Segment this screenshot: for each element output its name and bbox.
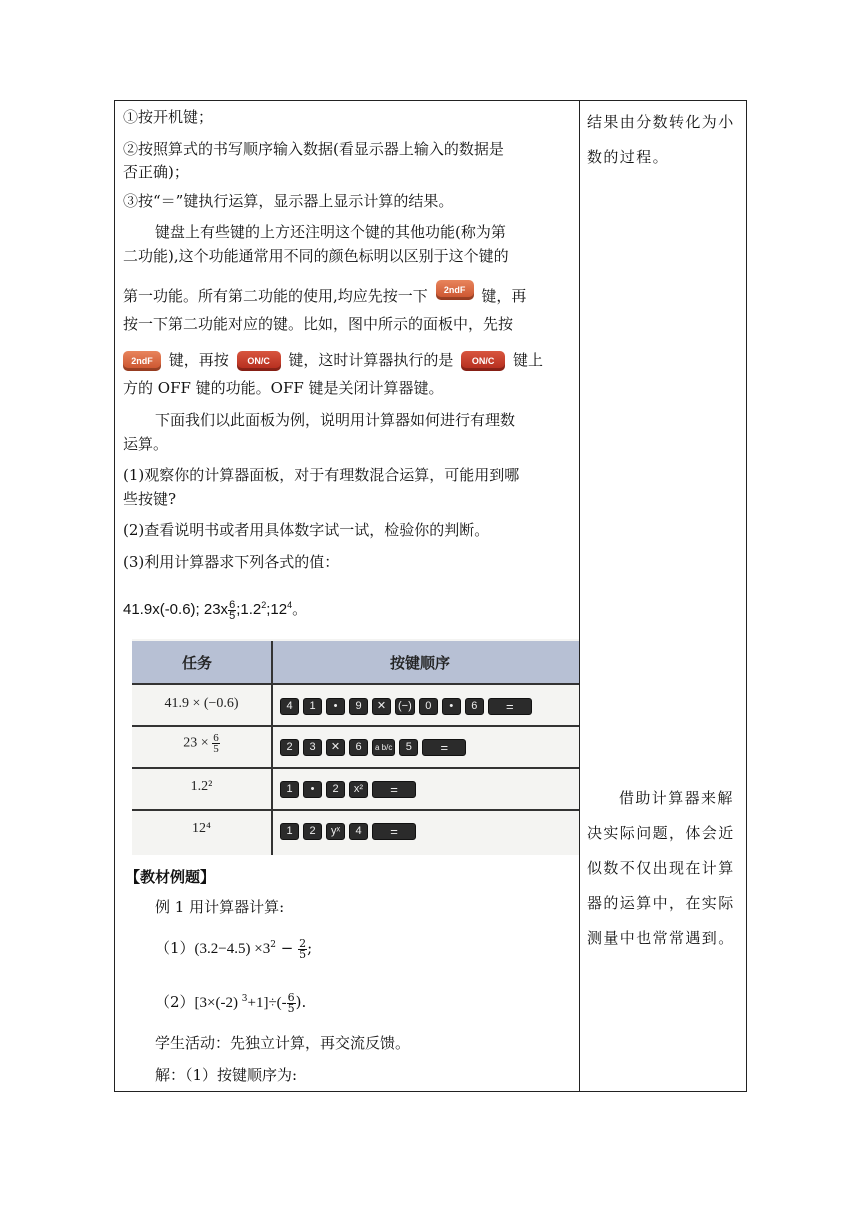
keys-row-2	[280, 736, 466, 758]
expr-2-body: [3×(-2)	[194, 995, 242, 1011]
calc-key: ✕	[326, 739, 345, 756]
key-2ndf-icon: 2ndF	[123, 351, 161, 371]
document-table	[114, 100, 747, 1092]
expr-1-minus: −	[275, 939, 299, 957]
para1-line5-mid: 键，这时计算器执行的是	[288, 351, 454, 369]
calc-key: a b/c	[372, 739, 395, 756]
expr-fraction	[228, 600, 236, 621]
step-2-line2: 否正确)；	[123, 163, 189, 181]
para1-line3-tail: 键，再	[481, 287, 527, 305]
example-1: 例 1 用计算器计算:	[155, 898, 285, 916]
para1-line5	[123, 348, 543, 372]
calc-key: •	[303, 781, 322, 798]
calc-key: 0	[419, 698, 438, 715]
expr-1-fraction	[298, 936, 307, 961]
expr-exponent-c: 4	[287, 600, 293, 610]
calc-key: 6	[465, 698, 484, 715]
example-expr-1	[155, 933, 312, 961]
calc-key: •	[442, 698, 461, 715]
expr-end: 。	[292, 601, 308, 618]
para2-line1: 下面我们以此面板为例，说明用计算器如何进行有理数	[155, 411, 516, 429]
calc-key-equals: =	[488, 698, 532, 715]
fraction-denominator: 5	[213, 743, 219, 755]
step-3: ③按“＝”键执行运算，显示器上显示计算的结果。	[123, 192, 454, 210]
key-sequence-table	[132, 639, 579, 855]
question-2: (2)查看说明书或者用具体数字试一试，检验你的判断。	[123, 521, 490, 539]
side-note-2: 借助计算器来解决实际问题，体会近似数不仅出现在计算器的运算中，在实际测量中也常常遇到。	[587, 789, 735, 947]
expression-list	[123, 593, 307, 622]
para2-line2: 运算。	[123, 435, 169, 453]
fraction-denominator: 5	[229, 609, 236, 622]
calc-key: 5	[399, 739, 418, 756]
key-onc-icon: ON/C	[461, 351, 505, 371]
fraction-denominator: 5	[287, 1001, 295, 1015]
para1-line5-tail: 键上	[512, 351, 543, 369]
task-row-2: 23 × $\frac{6}{5}$	[183, 732, 219, 755]
calc-key: 4	[349, 823, 368, 840]
calc-key: x²	[349, 781, 368, 798]
question-1-line1: (1)观察你的计算器面板，对于有理数混合运算，可能用到哪	[123, 466, 520, 484]
calc-key: 2	[280, 739, 299, 756]
key-2ndf-icon: 2ndF	[436, 280, 474, 300]
step-1: ①按开机键；	[123, 108, 214, 126]
key-onc-icon: ON/C	[237, 351, 281, 371]
calc-key: •	[326, 698, 345, 715]
expr-1-body: (3.2−4.5) ×3	[194, 941, 271, 957]
expr-2-fraction	[287, 990, 296, 1015]
keys-row-1	[280, 695, 532, 717]
example-heading: 【教材例题】	[125, 868, 216, 886]
calc-key: 9	[349, 698, 368, 715]
para1-line2: 二功能),这个功能通常用不同的颜色标明以区别于这个键的	[123, 247, 509, 265]
step-2-line1: ②按照算式的书写顺序输入数据(看显示器上输入的数据是	[123, 140, 504, 158]
fraction-numerator: 2	[299, 936, 307, 950]
calc-key: 2	[326, 781, 345, 798]
para1-line1: 键盘上有些键的上方还注明这个键的其他功能(称为第	[155, 223, 506, 241]
key-table-divider	[271, 641, 273, 855]
task-fraction	[212, 733, 220, 754]
expr-2-prefix: （2）	[155, 993, 195, 1011]
side-note-1: 结果由分数转化为小数的过程。	[587, 113, 735, 166]
column-divider	[579, 101, 580, 1091]
expr-2-end: ).	[295, 993, 307, 1011]
row-line	[132, 725, 579, 727]
row-line	[132, 683, 579, 685]
expr-2-mid: +1]÷(-	[247, 995, 287, 1011]
task-row-4: 12⁴	[192, 821, 211, 836]
calc-key: 1	[280, 823, 299, 840]
para1-line4: 按一下第二功能对应的键。比如，图中所示的面板中，先按	[123, 315, 514, 333]
calc-key-equals: =	[372, 823, 416, 840]
calc-key-equals: =	[422, 739, 466, 756]
row-line	[132, 809, 579, 811]
calc-key: 2	[303, 823, 322, 840]
header-keys: 按键顺序	[390, 654, 451, 672]
fraction-denominator: 5	[299, 947, 307, 961]
key-table-header	[132, 641, 579, 683]
calc-key: (−)	[395, 698, 415, 715]
para1-line3	[123, 284, 526, 308]
expr-1-prefix: （1）	[155, 939, 195, 957]
solution-line: 解：（1）按键顺序为:	[155, 1066, 298, 1084]
expr-part-b: ;1.2	[236, 601, 262, 618]
example-expr-2	[155, 987, 306, 1015]
calc-key-equals: =	[372, 781, 416, 798]
para1-line6: 方的 OFF 键的功能。OFF 键是关闭计算器键。	[123, 379, 444, 397]
para1-line3-text: 第一功能。所有第二功能的使用,均应先按一下	[123, 287, 428, 305]
expr-2-exponent: 3	[241, 994, 248, 1004]
row-line	[132, 767, 579, 769]
calc-key: yˣ	[326, 823, 345, 840]
calc-key: 4	[280, 698, 299, 715]
expr-part-c: ;12	[266, 601, 288, 618]
fraction-numerator: 6	[287, 990, 295, 1004]
header-task: 任务	[182, 654, 213, 672]
expr-1-exponent: 2	[270, 940, 276, 950]
calc-key: 1	[280, 781, 299, 798]
expr-part-a: 41.9x(-0.6); 23x	[123, 601, 229, 618]
keys-row-4	[280, 820, 416, 842]
task-row-3: 1.2²	[190, 779, 213, 794]
calc-key: ✕	[372, 698, 391, 715]
calc-key: 6	[349, 739, 368, 756]
expr-exponent-b: 2	[261, 600, 267, 610]
task-row-1: 41.9 × (−0.6)	[164, 696, 239, 711]
question-1-line2: 些按键?	[123, 490, 177, 508]
fraction-numerator: 6	[213, 732, 219, 744]
calc-key: 3	[303, 739, 322, 756]
question-3: (3)利用计算器求下列各式的值：	[123, 553, 340, 571]
fraction-numerator: 6	[229, 598, 236, 611]
expr-1-end: ;	[307, 939, 313, 957]
para1-line5-text: 键，再按	[168, 351, 229, 369]
student-activity: 学生活动：先独立计算，再交流反馈。	[155, 1034, 411, 1052]
calc-key: 1	[303, 698, 322, 715]
keys-row-3	[280, 778, 416, 800]
